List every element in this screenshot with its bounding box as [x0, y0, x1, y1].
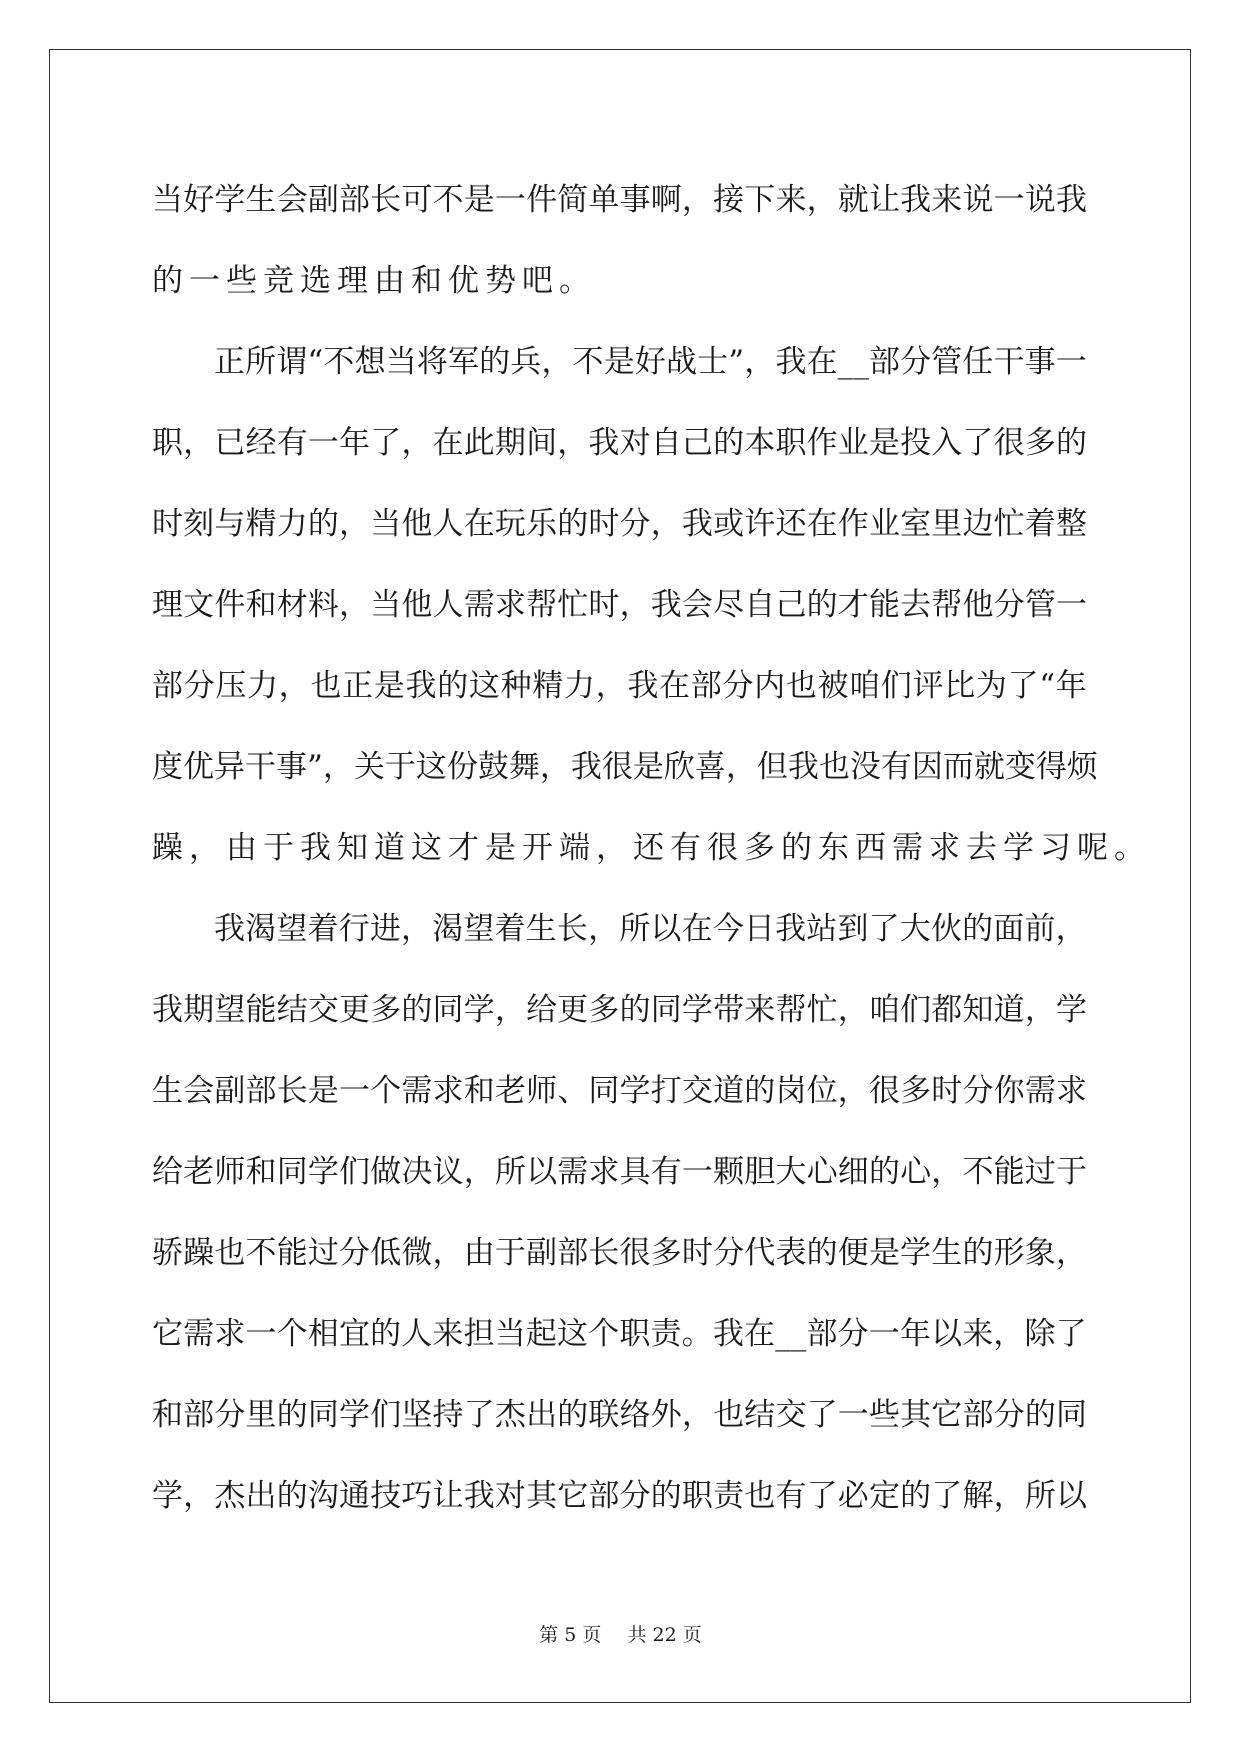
page-number: 第 5 页 [539, 1624, 602, 1646]
text-line: 学 ， 杰 出 的 沟 通 技 巧 让 我 对 其 它 部 分 的 职 责 也 有 了 必 定 的 了 解 ， 所 以 [152, 1478, 1087, 1514]
text-line: 给 老 师 和 同 学 们 做 决 议 ， 所 以 需 求 具 有 一 颗 胆 大 心 细 的 心 ， 不 能 过 于 [152, 1154, 1087, 1190]
text-line: 部 分 压 力 ， 也 正 是 我 的 这 种 精 力 ， 我 在 部 分 内 也 被 咱 们 评 比 为 了 “ 年 [152, 668, 1087, 704]
text-line: 理 文 件 和 材 料 ， 当 他 人 需 求 帮 忙 时 ， 我 会 尽 自 己 的 才 能 去 帮 他 分 管 一 [152, 587, 1087, 623]
text-line: 时 刻 与 精 力 的 ， 当 他 人 在 玩 乐 的 时 分 ， 我 或 许 还 在 作 业 室 里 边 忙 着 整 [152, 506, 1087, 542]
text-line: 生 会 副 部 长 是 一 个 需 求 和 老 师 、 同 学 打 交 道 的 岗 位 ， 很 多 时 分 你 需 求 [152, 1073, 1087, 1109]
text-line: 我 期 望 能 结 交 更 多 的 同 学 ， 给 更 多 的 同 学 带 来 帮 忙 ， 咱 们 都 知 道 ， 学 [152, 992, 1087, 1028]
text-line: 当 好 学 生 会 副 部 长 可 不 是 一 件 简 单 事 啊 ， 接 下 来 ， 就 让 我 来 说 一 说 我 [152, 182, 1087, 218]
text-line: 和 部 分 里 的 同 学 们 坚 持 了 杰 出 的 联 络 外 ， 也 结 交 了 一 些 其 它 部 分 的 同 [152, 1397, 1087, 1433]
text-line: 骄 躁 也 不 能 过 分 低 微 ， 由 于 副 部 长 很 多 时 分 代 表 的 便 是 学 生 的 形 象 ， [152, 1235, 1087, 1271]
document-body [152, 160, 1151, 1537]
total-pages: 共 22 页 [627, 1624, 702, 1646]
text-line-paragraph-start: 我 渴 望 着 行 进 ， 渴 望 着 生 长 ， 所 以 在 今 日 我 站 到 了 大 伙 的 面 前 ， [214, 911, 1087, 947]
text-line: 它 需 求 一 个 相 宜 的 人 来 担 当 起 这 个 职 责 。 我 在 _ _ 部 分 一 年 以 来 ， 除 了 [152, 1316, 1087, 1352]
page-footer [0, 1620, 1241, 1647]
text-line: 的一些竞选理由和优势吧。 [152, 263, 596, 299]
text-line: 躁，由于我知道这才是开端，还有很多的东西需求去学习呢。 [152, 830, 1151, 866]
text-line: 度 优 异 干 事 ” ， 关 于 这 份 鼓 舞 ， 我 很 是 欣 喜 ， 但 我 也 没 有 因 而 就 变 得 烦 [152, 749, 1098, 785]
text-line-paragraph-start: 正 所 谓 “ 不 想 当 将 军 的 兵 ， 不 是 好 战 士 ” ， 我 在 _ _ 部 分 管 任 干 事 一 [214, 344, 1087, 380]
text-line: 职 ， 已 经 有 一 年 了 ， 在 此 期 间 ， 我 对 自 己 的 本 职 作 业 是 投 入 了 很 多 的 [152, 425, 1087, 461]
